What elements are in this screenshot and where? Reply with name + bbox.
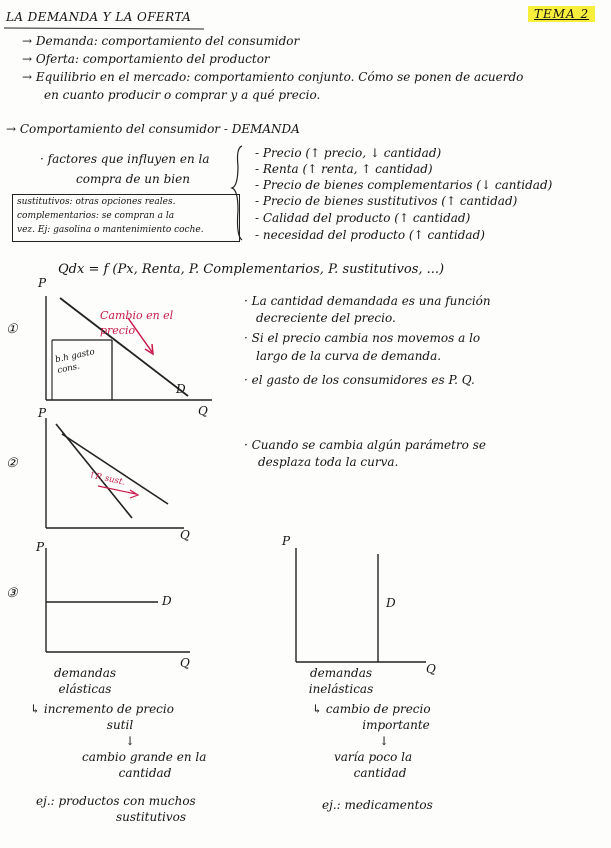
inelastic-title-2: inelásticas — [308, 682, 374, 696]
factor-complementarios: - Precio de bienes complementarios (↓ cantidad) — [255, 178, 553, 192]
elastic-d-label: D — [162, 594, 172, 608]
elastic-sub-2: sutil — [106, 718, 134, 732]
graph1-box-label: b.h gasto cons. — [54, 347, 96, 376]
factors-label: · factores que influyen en la — [40, 152, 210, 166]
graph1-note-1: · La cantidad demandada es una función — [244, 294, 491, 308]
tema-badge: TEMA 2 — [528, 6, 595, 22]
graph1-note-5: · el gasto de los consumidores es P. Q. — [244, 373, 475, 387]
elastic-result-2: cantidad — [118, 766, 172, 780]
graph1-annotation: Cambio en el precio — [100, 309, 174, 337]
graph2-number: ② — [6, 456, 18, 471]
graph1-d-label: D — [176, 382, 186, 396]
definition-equilibrio: → Equilibrio en el mercado: comportamiento conjunto. Cómo se ponen de acuerdo — [22, 70, 524, 84]
graph1-q-label: Q — [198, 404, 208, 418]
definition-oferta: → Oferta: comportamiento del productor — [22, 52, 270, 66]
elastic-q-label: Q — [180, 656, 190, 670]
graph1-note-2: decreciente del precio. — [256, 311, 396, 325]
graph2-drawing — [46, 418, 184, 528]
graph2-note-1: · Cuando se cambia algún parámetro se — [244, 438, 486, 452]
graph1-note-3: · Si el precio cambia nos movemos a lo — [244, 331, 481, 345]
inelastic-result-1: varía poco la — [334, 750, 413, 764]
demand-function: Qdx = f (Px, Renta, P. Complementarios, P. sustitutivos, ...) — [58, 262, 445, 277]
factor-calidad: - Calidad del producto (↑ cantidad) — [255, 211, 471, 225]
elastic-title-1: demandas — [53, 666, 117, 680]
inelastic-arrow: ↓ — [378, 734, 390, 748]
elastic-sub-1: ↳ incremento de precio — [30, 702, 174, 716]
graph1-note-4: largo de la curva de demanda. — [256, 349, 442, 363]
inelastic-q-label: Q — [426, 662, 436, 676]
inelastic-p-label: P — [282, 534, 291, 548]
note-line-1: sustitutivos: otras opciones reales. — [17, 197, 176, 207]
graph3-inelastic-drawing — [296, 548, 426, 662]
inelastic-result-2: cantidad — [353, 766, 407, 780]
factor-sustitutivos: - Precio de bienes sustitutivos (↑ cantidad) — [255, 194, 518, 208]
factor-necesidad: - necesidad del producto (↑ cantidad) — [255, 228, 485, 242]
factors-label-cont: compra de un bien — [76, 172, 190, 186]
elastic-title-2: elásticas — [58, 682, 112, 696]
graph2-p-label: P — [38, 406, 47, 420]
graph2-note-2: desplaza toda la curva. — [258, 455, 399, 469]
graph1-p-label: P — [38, 276, 47, 290]
inelastic-title-1: demandas — [309, 666, 373, 680]
note-line-3: vez. Ej: gasolina o mantenimiento coche. — [17, 225, 204, 235]
definition-demanda: → Demanda: comportamiento del consumidor — [22, 34, 300, 48]
factor-renta: - Renta (↑ renta, ↑ cantidad) — [255, 162, 433, 176]
inelastic-d-label: D — [386, 596, 396, 610]
section-demanda: → Comportamiento del consumidor - DEMANDA — [6, 122, 300, 136]
elastic-example-2: sustitutivos — [115, 810, 187, 824]
factor-precio: - Precio (↑ precio, ↓ cantidad) — [255, 146, 442, 160]
elastic-arrow: ↓ — [124, 734, 136, 748]
elastic-result-1: cambio grande en la — [82, 750, 207, 764]
factors-brace — [232, 146, 242, 240]
inelastic-example: ej.: medicamentos — [322, 798, 433, 812]
note-line-2: complementarios: se compran a la — [17, 211, 175, 221]
elastic-example-1: ej.: productos con muchos — [36, 794, 196, 808]
graph2-annotation: ↑P. sust. — [87, 470, 126, 488]
page-title: LA DEMANDA Y LA OFERTA — [6, 10, 192, 24]
inelastic-sub-2: importante — [362, 718, 430, 732]
graph2-q-label: Q — [180, 528, 190, 542]
graph3-number: ③ — [6, 586, 18, 601]
graph2-curve-shifted — [62, 434, 168, 504]
inelastic-sub-1: ↳ cambio de precio — [312, 702, 431, 716]
definition-equilibrio-cont: en cuanto producir o comprar y a qué precio. — [44, 88, 321, 102]
graph1-number: ① — [6, 322, 18, 337]
elastic-p-label: P — [36, 540, 45, 554]
